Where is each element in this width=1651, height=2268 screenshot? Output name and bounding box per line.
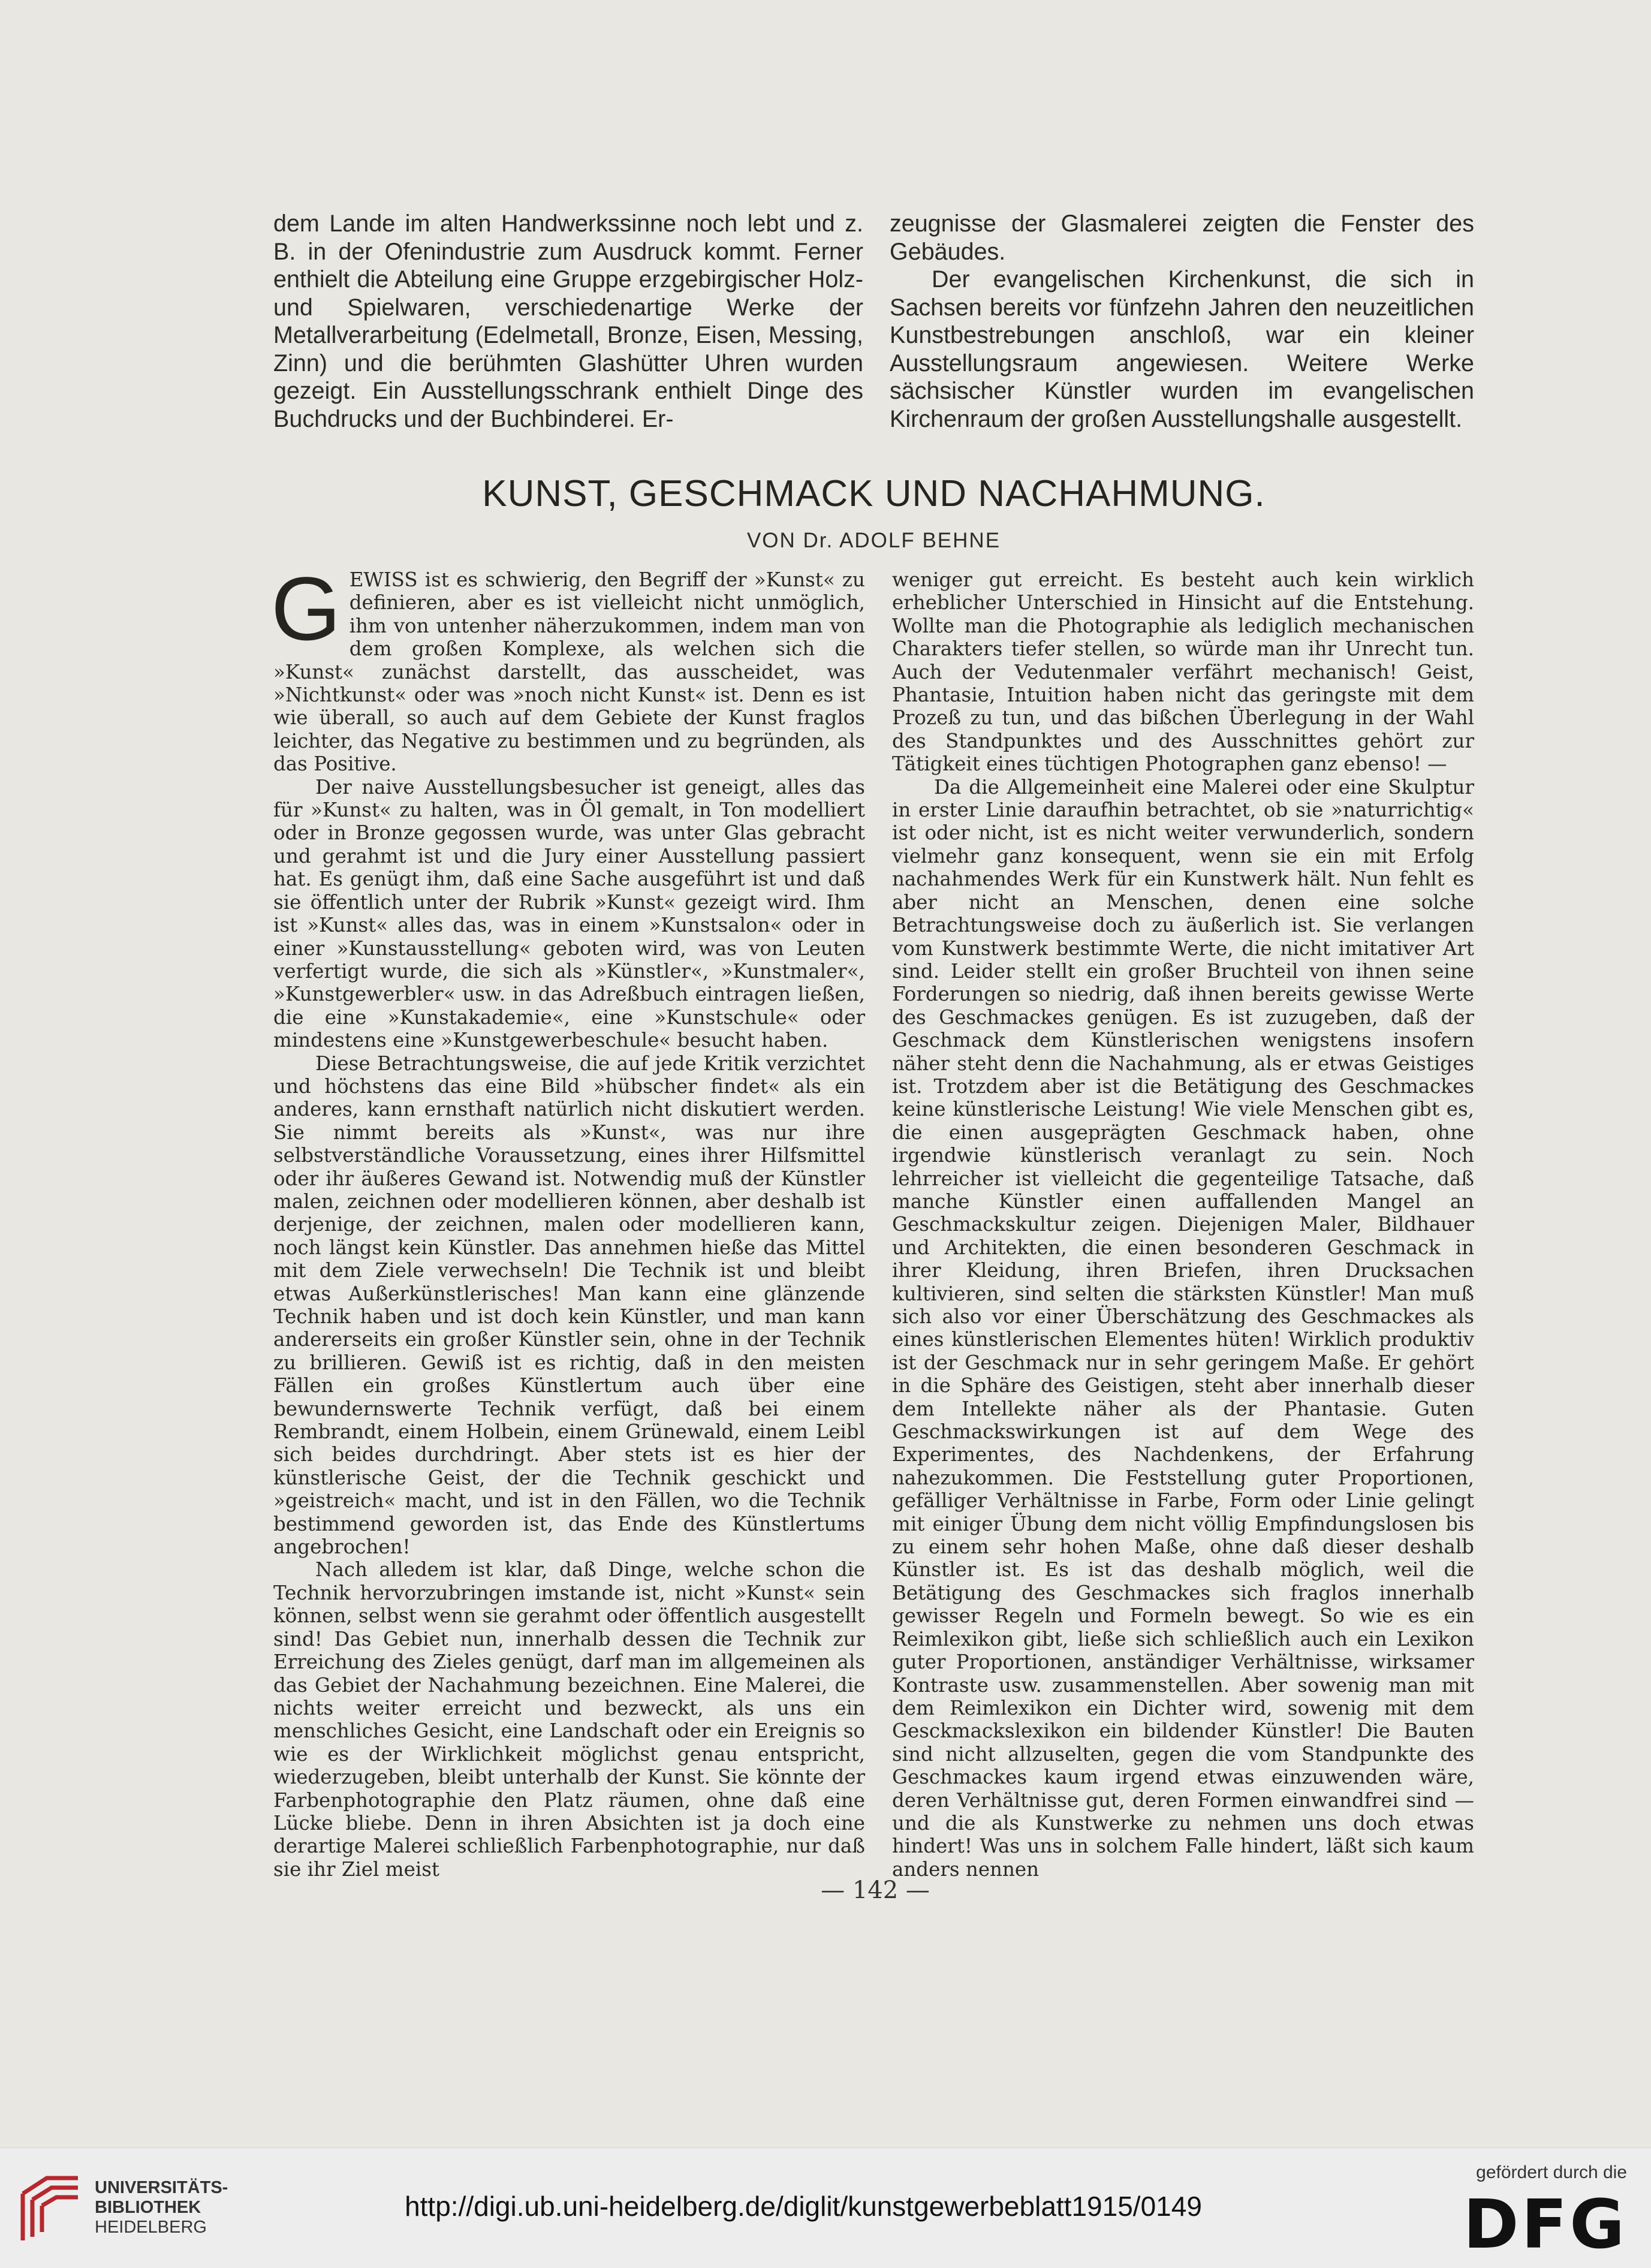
- continuation-right-column: [890, 210, 1474, 433]
- article-paragraph: Diese Betrachtungsweise, die auf jede Kritik verzichtet und höchstens das eine Bild »hübscher findet« als ein anderes, kann ernsthaft natürlich nicht diskutiert werden. Sie nimmt bereits als »Kunst«, was nur ihre selbstverständliche Voraussetzung, eines ihrer Hilfsmittel oder ihr äußeres Gewand ist. Notwendig muß der Künstler malen, zeichnen oder modellieren können, aber deshalb ist derjenige, der zeichnen, malen oder modellieren kann, noch längst kein Künstler. Das annehmen hieße das Mittel mit dem Ziele verwechseln! Die Technik ist und bleibt etwas Außerkünstlerisches! Man kann eine glänzende Technik haben und ist doch kein Künstler, und man kann andererseits ein großer Künstler sein, ohne in der Technik zu brillieren. Gewiß ist es richtig, daß in den meisten Fällen ein großes Künstlertum auch über eine bewundernswerte Technik verfügt, daß bei einem Rembrandt, einem Holbein, einem Grünewald, einem Leibl sich beides durchdringt. Aber stets ist es hier der künstlerische Geist, der die Technik geschickt und »geistreich« macht, und ist in den Fällen, wo die Technik bestimmend geworden ist, das Ende des Künstlertums angebrochen!: [273, 1052, 865, 1559]
- article-paragraph: Der naive Ausstellungsbesucher ist geneigt, alles das für »Kunst« zu halten, was in Öl gemalt, in Ton modelliert oder in Bronze gegossen wurde, was unter Glas gebracht und gerahmt ist und die Jury einer Ausstellung passiert hat. Es genügt ihm, daß eine Sache ausgeführt ist und daß sie öffentlich unter der Rubrik »Kunst« gezeigt wird. Ihm ist »Kunst« alles das, was in einem »Kunstsalon« oder in einer »Kunstausstellung« geboten wird, was von Leuten verfertigt wurde, die sich als »Künstler«, »Kunstmaler«, »Kunstgewerbler« usw. in das Adreßbuch eintragen ließen, die eine »Kunstakademie«, eine »Kunstschule« oder mindestens eine »Kunstgewerbeschule« besucht haben.: [273, 775, 865, 1052]
- article-paragraph-text: EWISS ist es schwierig, den Begriff der »Kunst« zu definieren, aber es ist vielleicht nicht unmöglich, ihm von untenher näherzukommen, indem man von dem großen Komplexe, als welchen sich die »Kunst« zunächst darstellt, das ausscheidet, was »Nichtkunst« oder was »noch nicht Kunst« ist. Denn es ist wie überall, so auch auf dem Gebiete der Kunst fraglos leichter, das Negative zu bestimmen und zu begründen, als das Positive.: [273, 568, 865, 776]
- library-name: [95, 2178, 228, 2237]
- article-paragraph: Nach alledem ist klar, daß Dinge, welche schon die Technik hervorzubringen imstande ist, nicht »Kunst« sein können, selbst wenn sie gerahmt oder öffentlich ausgestellt sind! Das Gebiet nun, innerhalb dessen die Technik zur Erreichung des Zieles genügt, darf man im allgemeinen als das Gebiet der Nachahmung bezeichnen. Eine Malerei, die nichts weiter erreicht und bezweckt, als uns ein menschliches Gesicht, eine Landschaft oder ein Ereignis so wie es der Wirklichkeit möglichst genau entspricht, wiederzugeben, bleibt unterhalb der Kunst. Sie könnte der Farbenphotographie den Platz räumen, ohne daß eine Lücke bliebe. Denn in ihren Absichten ist ja doch eine derartige Malerei schließlich Farbenphotographie, nur daß sie ihr Ziel meist: [273, 1558, 865, 1881]
- library-name-line: BIBLIOTHEK: [95, 2198, 201, 2217]
- page-number: — 142 —: [821, 1877, 930, 1904]
- article-paragraph: weniger gut erreicht. Es besteht auch kein wirklich erheblicher Unterschied in Hinsicht auf die Entstehung. Wollte man die Photographie als lediglich mechanischen Charakters tiefer stellen, so würde man ihr Unrecht tun. Auch der Vedutenmaler verfährt mechanisch! Geist, Phantasie, Intuition haben nicht das geringste mit dem Prozeß zu tun, und das bißchen Überlegung in der Wahl des Standpunktes und des Ausschnittes gehört zur Tätigkeit eines tüchtigen Photographen ganz ebenso! —: [892, 568, 1474, 776]
- university-library-logo-icon: [17, 2170, 84, 2246]
- permalink-url[interactable]: http://digi.ub.uni-heidelberg.de/diglit/kunstgewerbeblatt1915/0149: [405, 2191, 1202, 2222]
- continuation-left-column: [273, 210, 863, 433]
- article-paragraph: Da die Allgemeinheit eine Malerei oder eine Skulptur in erster Linie daraufhin betrachtet, ob sie »naturrichtig« ist oder nicht, ist es nicht weiter verwunderlich, sondern vielmehr ganz konsequent, wenn sie ein mit Erfolg nachahmendes Werk für ein Kunstwerk hält. Nun fehlt es aber nicht an Menschen, denen eine solche Betrachtungsweise doch zu äußerlich ist. Sie verlangen vom Kunstwerk bestimmte Werte, die nicht imitativer Art sind. Leider stellt ein großer Bruchteil von ihnen seine Forderungen so niedrig, daß ihnen bereits gewisse Werte des Geschmackes genügen. Es ist zuzugeben, daß der Geschmack dem Künstlerischen wenigstens insofern näher steht denn die Nachahmung, als er etwas Geistiges ist. Trotzdem aber ist die Betätigung des Geschmackes keine künstlerische Leistung! Wie viele Menschen gibt es, die einen ausgeprägten Geschmack haben, ohne irgendwie künstlerisch veranlagt zu sein. Noch lehrreicher ist vielleicht die gegenteilige Tatsache, daß manche Künstler einen auffallenden Mangel an Geschmackskultur zeigen. Diejenigen Maler, Bildhauer und Architekten, die einen besonderen Geschmack in ihrer Kleidung, ihren Briefen, ihren Drucksachen kultivieren, sind selten die stärksten Künstler! Man muß sich also vor einer Überschätzung des Geschmackes als eines künstlerischen Elementes hüten! Wirklich produktiv ist der Geschmack nur in sehr geringem Maße. Er gehört in die Sphäre des Geistigen, steht aber innerhalb dieser dem Intellekte näher als der Phantasie. Guten Geschmackswirkungen ist auf dem Wege des Experimentes, des Nachdenkens, der Erfahrung nahezukommen. Die Feststellung guter Proportionen, gefälliger Verhältnisse in Farbe, Form oder Linie gelingt mit einiger Übung dem nicht völlig Empfindungslosen bis zu einem sehr hohen Maße, ohne daß dieser deshalb Künstler ist. Es ist das deshalb möglich, weil die Betätigung des Geschmackes sich fraglos innerhalb gewisser Regeln und Formeln bewegt. So wie es ein Reimlexikon gibt, ließe sich schließlich auch ein Lexikon guter Proportionen, anständiger Verhältnisse, wirksamer Kontraste usw. zusammenstellen. Aber sowenig man mit dem Reimlexikon ein Dichter wird, sowenig mit dem Gesckmackslexikon ein bildender Künstler! Die Bauten sind nicht allzuselten, gegen die vom Standpunkte des Geschmackes kaum irgend etwas einzuwenden wäre, deren Verhältnisse gut, deren Formen einwandfrei sind — und die als Kunstwerke zu nehmen uns doch etwas hindert! Was uns in solchem Falle hindert, läßt sich kaum anders nennen: [892, 775, 1474, 1881]
- continuation-right-paragraph: zeugnisse der Glasmalerei zeigten die Fenster des Gebäudes.: [890, 210, 1474, 265]
- article-byline: VON Dr. ADOLF BEHNE: [746, 529, 1001, 552]
- drop-cap: G: [271, 558, 341, 659]
- article-right-column: [892, 568, 1474, 1881]
- continuation-right-paragraph: Der evangelischen Kirchenkunst, die sich in Sachsen bereits vor fünfzehn Jahren den neuzeitlichen Kunstbestrebungen anschloß, war ein kleiner Ausstellungsraum angewiesen. Weitere Werke sächsischer Künstler wurden im evangelischen Kirchenraum der großen Ausstellungshalle ausgestellt.: [890, 266, 1474, 432]
- library-name-line: UNIVERSITÄTS-: [95, 2178, 228, 2197]
- article-paragraph: [271, 558, 865, 776]
- library-name-line: HEIDELBERG: [95, 2218, 207, 2237]
- funding-caption: gefördert durch die: [1476, 2162, 1627, 2182]
- article-left-column: [271, 558, 865, 1881]
- continuation-left-text: dem Lande im alten Handwerkssinne noch lebt und z. B. in der Ofenindustrie zum Ausdruck kommt. Ferner enthielt die Abteilung eine Gruppe erzgebirgischer Holz- und Spielwaren, verschiedenartige Werke der Metallverarbeitung (Edelmetall, Bronze, Eisen, Messing, Zinn) und die berühmten Glashütter Uhren wurden gezeigt. Ein Ausstellungsschrank enthielt Dinge des Buchdrucks und der Buchbinderei. Er-: [273, 210, 863, 432]
- dfg-logo: DFG: [1463, 2186, 1627, 2264]
- digitization-footer: [0, 2147, 1651, 2268]
- article-title: KUNST, GESCHMACK UND NACHAHMUNG.: [482, 473, 1266, 514]
